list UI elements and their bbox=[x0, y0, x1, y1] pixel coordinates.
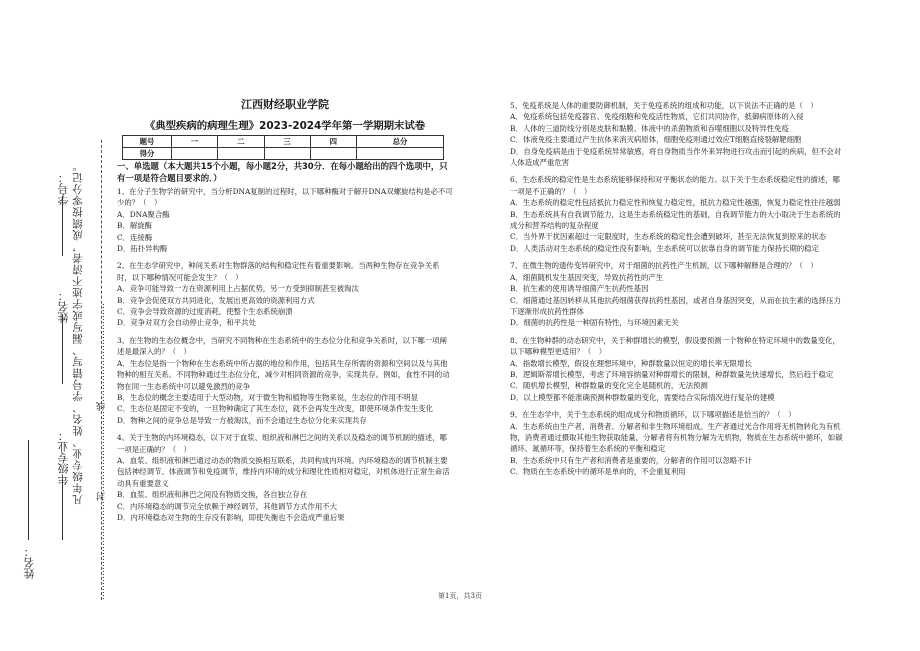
name-label: 姓名： bbox=[57, 290, 70, 323]
question-stem: 2、在生态学研究中，种间关系对生物群落的结构和稳定性有着重要影响。当两种生物存在竞争关系时，以下哪种情况可能会发生？（ ） bbox=[117, 261, 440, 282]
page-number: 第1页，共3页 bbox=[438, 592, 482, 600]
option[interactable]: D．细菌的抗药性是一种固有特性，与环境因素无关 bbox=[510, 318, 679, 328]
option[interactable]: C．生态位是固定不变的，一旦物种确定了其生态位，就不会再发生改变，即使环境条件发生变化 bbox=[117, 404, 434, 414]
option[interactable]: A．免疫系统包括免疫器官、免疫细胞和免疫活性物质，它们共同协作，抵御病原体的入侵 bbox=[510, 112, 804, 122]
option[interactable]: A．血浆、组织液和淋巴通过动态的物质交换相互联系，共同构成内环境。内环境稳态的调节机制主要包括神经调节、体液调节和免疫调节，维持内环境的成分和理化性质相对稳定，对机体进行正常生命活动具有重要意义 bbox=[117, 455, 450, 488]
option[interactable]: B．逻辑斯蒂增长模型，考虑了环境容纳量对种群增长的限制，种群数量先快速增长，然后趋于稳定 bbox=[510, 369, 834, 379]
student-id-label: 学号： bbox=[57, 172, 70, 205]
option[interactable]: C．细菌通过基因转移从其他抗药细菌获得抗药性基因，或者自身基因突变，从而在抗生素的选择压力下逐渐形成抗药性群体 bbox=[510, 295, 841, 316]
section-heading: 一、单选题（本大题共15个小题，每小题2分，共30分．在每小题给出的四个选项中，只有一项是符合题目要求的．） bbox=[117, 161, 448, 183]
question bbox=[510, 100, 843, 168]
question bbox=[117, 432, 453, 523]
option[interactable]: D．物种之间的竞争总是导致一方被淘汰，而不会通过生态位分化来实现共存 bbox=[117, 415, 367, 425]
score-cell: 总分 bbox=[357, 136, 444, 148]
question bbox=[510, 174, 843, 254]
score-input-cell[interactable] bbox=[218, 148, 264, 160]
name-field-bottom[interactable] bbox=[28, 440, 29, 540]
question-stem: 7、在微生物的遗传变异研究中，对于细菌的抗药性产生机制，以下哪种解释是合理的？（ ） bbox=[510, 261, 818, 271]
exam-title: 《典型疾病的病理生理》2023-2024学年第一学期期末试卷 bbox=[144, 120, 426, 132]
score-input-cell[interactable] bbox=[264, 148, 310, 160]
option[interactable]: A．竞争可能导致一方在资源利用上占据优势，另一方受到抑制甚至被淘汰 bbox=[117, 284, 359, 294]
score-input-cell[interactable] bbox=[172, 148, 218, 160]
instruction-text: 凡年级专业、姓名、学号错写、漏写或字迹不清者，成绩按零分记。 bbox=[72, 160, 84, 505]
option[interactable]: A．生态位是指一个物种在生态系统中所占据的地位和作用，包括其生存所需的资源和空间以及与其他物种的相互关系。不同物种通过生态位分化，减少对相同资源的竞争，实现共存。例如，食性不同的动物在同一生态系统中可以避免激烈的竞争 bbox=[117, 358, 450, 391]
question-stem: 1、在分子生物学的研究中，当分析DNA复制的过程时，以下哪种酶对于解开DNA双螺旋结构是必不可少的？（ ） bbox=[117, 187, 453, 208]
binding-margin bbox=[0, 0, 110, 651]
question-stem: 6、生态系统的稳定性是生态系统能够保持和对平衡状态的能力。以下关于生态系统稳定性的描述，哪一项是不正确的？（ ） bbox=[510, 175, 840, 196]
option[interactable]: D．人类活动对生态系统的稳定性没有影响，生态系统可以依靠自身的调节能力保持长期的稳定 bbox=[510, 243, 819, 253]
option[interactable]: D．自身免疫病是由于免疫系统异常敏感，将自身物质当作外来异物进行攻击而引起的疾病，但不会对人体造成严重危害 bbox=[510, 146, 842, 168]
score-cell: 得分 bbox=[123, 148, 172, 160]
score-table-header-row bbox=[123, 136, 444, 148]
option[interactable]: D．竞争对双方会自动停止竞争，和平共处 bbox=[117, 318, 256, 328]
student-id-field[interactable] bbox=[62, 196, 63, 256]
right-column bbox=[510, 100, 843, 480]
option[interactable]: D．拓扑异构酶 bbox=[117, 244, 168, 254]
score-cell: 一 bbox=[172, 136, 218, 148]
score-cell: 三 bbox=[264, 136, 310, 148]
name-label-bottom: 姓名： bbox=[23, 546, 36, 579]
option[interactable]: C．连接酶 bbox=[117, 232, 153, 242]
option[interactable]: B．生态系统具有自我调节能力，这是生态系统稳定性的基础，自我调节能力的大小取决于生态系统的成分和营养结构的复杂程度 bbox=[510, 209, 841, 231]
score-input-cell[interactable] bbox=[357, 148, 444, 160]
name-field[interactable] bbox=[62, 314, 63, 384]
score-cell: 题号 bbox=[123, 136, 172, 148]
option[interactable]: B．人体的三道防线分别是皮肤和黏膜、体液中的杀菌物质和吞噬细胞以及特异性免疫 bbox=[510, 123, 789, 133]
option[interactable]: A．DNA聚合酶 bbox=[117, 209, 170, 219]
option[interactable]: A．指数增长模型，假设在理想环境中，种群数量以恒定的增长率无限增长 bbox=[510, 358, 752, 368]
option[interactable]: B．竞争会促使双方共同进化，发展出更高效的资源利用方式 bbox=[117, 295, 315, 305]
option[interactable]: C．体液免疫主要通过产生抗体来消灭病原体，细胞免疫则通过效应T细胞直接裂解靶细胞 bbox=[510, 135, 802, 145]
option[interactable]: B．生态系统中只有生产者和消费者是重要的，分解者的作用可以忽略不计 bbox=[510, 455, 752, 465]
score-cell: 四 bbox=[310, 136, 356, 148]
question-stem: 3、在生物的生态位概念中，当研究不同物种在生态系统中的生态位分化和竞争关系时，以下哪一项阐述是最深入的？（ ） bbox=[117, 335, 447, 357]
grade-major-label: 年级专业： bbox=[57, 430, 70, 485]
question-stem: 5、免疫系统是人体的重要防御机制，关于免疫系统的组成和功能，以下说法不正确的是（ ） bbox=[510, 101, 818, 110]
question-stem: 4、关于生物的内环境稳态，以下对于血浆、组织液和淋巴之间的关系以及稳态的调节机制的描述，哪一项是正确的？（ ） bbox=[117, 433, 447, 454]
grade-major-field[interactable] bbox=[62, 480, 63, 540]
question bbox=[117, 260, 453, 328]
question bbox=[510, 409, 843, 477]
option[interactable]: C．物质在生态系统中的循环是单向的，不会重复利用 bbox=[510, 467, 686, 477]
question-stem: 9、在生态学中，关于生态系统的组成成分和物质循环，以下哪项描述是恰当的？（ ） bbox=[510, 410, 796, 420]
option[interactable]: B．生态位的概念主要适用于大型动物，对于微生物和植物等生物来说，生态位的作用不明显 bbox=[117, 392, 419, 402]
option[interactable]: D．内环境稳态对生物的生存没有影响，即使失衡也不会造成严重后果 bbox=[117, 512, 345, 522]
score-input-cell[interactable] bbox=[310, 148, 356, 160]
option[interactable]: A．细菌随机发生基因突变，导致抗药性的产生 bbox=[510, 272, 664, 282]
option[interactable]: C．当外界干扰因素超过一定限度时，生态系统的稳定性会遭到破坏，甚至无法恢复到原来的状态 bbox=[510, 232, 827, 242]
option[interactable]: C．竞争会导致资源的过度消耗，使整个生态系统崩溃 bbox=[117, 307, 293, 317]
score-table bbox=[122, 135, 444, 160]
question bbox=[117, 186, 453, 254]
option[interactable]: B．抗生素的使用诱导细菌产生抗药性基因 bbox=[510, 284, 649, 294]
question bbox=[510, 335, 843, 403]
option[interactable]: C．内环境稳态的调节完全依赖于神经调节，其他调节方式作用不大 bbox=[117, 501, 337, 511]
score-cell: 二 bbox=[218, 136, 264, 148]
fold-text: ……………………………封………………………线…………………………… bbox=[97, 303, 107, 600]
option[interactable]: A．生态系统由生产者、消费者、分解者和非生物环境组成。生产者通过光合作用将无机物转化为有机物，消费者通过摄取其他生物获取能量，分解者将有机物分解为无机物，物质在生态系统中循环，如碳循环、氮循环等，保持着生态系统的平衡和稳定 bbox=[510, 421, 843, 454]
option[interactable]: C．随机增长模型，种群数量的变化完全是随机的，无法预测 bbox=[510, 381, 708, 391]
school-name: 江西财经职业学院 bbox=[241, 98, 329, 111]
score-table-score-row bbox=[123, 148, 444, 160]
option[interactable]: B．解旋酶 bbox=[117, 221, 152, 231]
question bbox=[117, 335, 453, 426]
left-column bbox=[117, 186, 453, 525]
option[interactable]: D．以上模型都不能准确预测种群数量的变化，需要结合实际情况进行复杂的建模 bbox=[510, 392, 775, 402]
option[interactable]: A．生态系统的稳定性包括抵抗力稳定性和恢复力稳定性，抵抗力稳定性越强，恢复力稳定性往往越弱 bbox=[510, 198, 841, 208]
question bbox=[510, 260, 843, 328]
option[interactable]: B．血浆、组织液和淋巴之间没有物质交换，各自独立存在 bbox=[117, 490, 308, 500]
question-stem: 8、在生物种群的动态研究中，关于种群增长的模型，假设要预测一个物种在特定环境中的数量变化，以下哪种模型更适用？（ ） bbox=[510, 335, 840, 357]
